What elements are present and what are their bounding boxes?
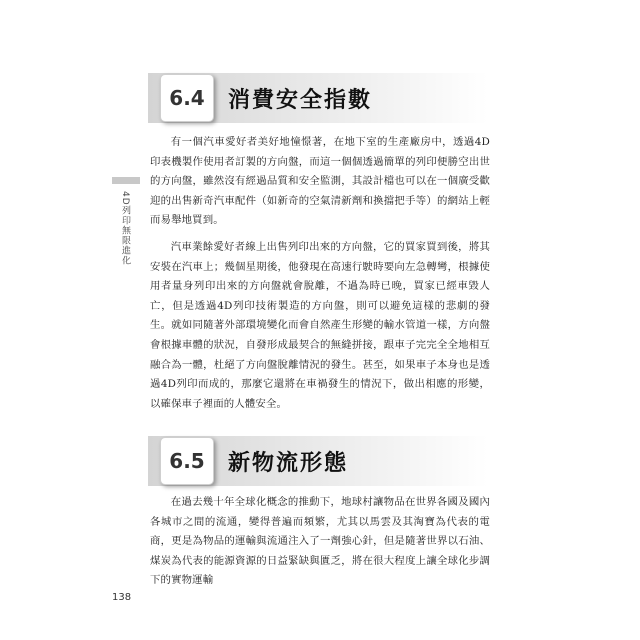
chapter-tab-bar [112, 177, 140, 184]
section-heading-6-4 [148, 73, 372, 123]
paragraph: 汽車業餘愛好者線上出售列印出來的方向盤，它的買家買到後，將其安裝在汽車上；幾個星期後，他發現在高速行駛時要向左急轉彎，根據使用者量身列印出來的方向盤就會脫離，不過為時已晚，買家已經車毀人亡，但是透過4D列印技術製造的方向盤，則可以避免這樣的悲劇的發生。就如同隨著外部環境變化而會自然產生形變的輸水管道一樣，方向盤會根據車體的狀況，自發形成最契合的無縫拼接，跟車子完完全全地相互融合為一體，杜絕了方向盤脫離情況的發生。甚至，如果車子本身也是透過4D列印而成的，那麼它還將在車禍發生的情況下，做出相應的形變，以確保車子裡面的人體安全。 [150, 241, 490, 410]
page-number: 138 [112, 592, 132, 603]
chapter-tab-label: 4D列印無限進化 [120, 191, 130, 266]
section-title: 新物流形態 [228, 450, 349, 476]
section-number: 6.5 [160, 437, 214, 485]
paragraph: 有一個汽車愛好者美好地憧憬著，在地下室的生產廠房中，透過4D印表機製作使用者訂製的方向盤，而這一個個透過簡單的列印便勝空出世的方向盤，雖然沒有經過品質和安全監測，其設計檔也可以在一個廣受歡迎的出售新奇汽車配件（如新奇的空氣清新劑和換擋把手等）的網站上輕而易舉地買到。 [150, 136, 490, 227]
section-number: 6.4 [160, 74, 214, 122]
paragraph: 在過去幾十年全球化概念的推動下，地球村讓物品在世界各國及國內各城市之間的流通，變得普遍而頻繁，尤其以馬雲及其淘寶為代表的電商，更是為物品的運輸與流通注入了一劑強心針，但是隨著世界以石油、煤炭為代表的能源資源的日益緊缺與匱乏，將在很大程度上讓全球化步調下的實物運輸 [150, 496, 490, 587]
section-title: 消費安全指數 [228, 87, 373, 113]
section-heading-6-5 [148, 436, 348, 486]
